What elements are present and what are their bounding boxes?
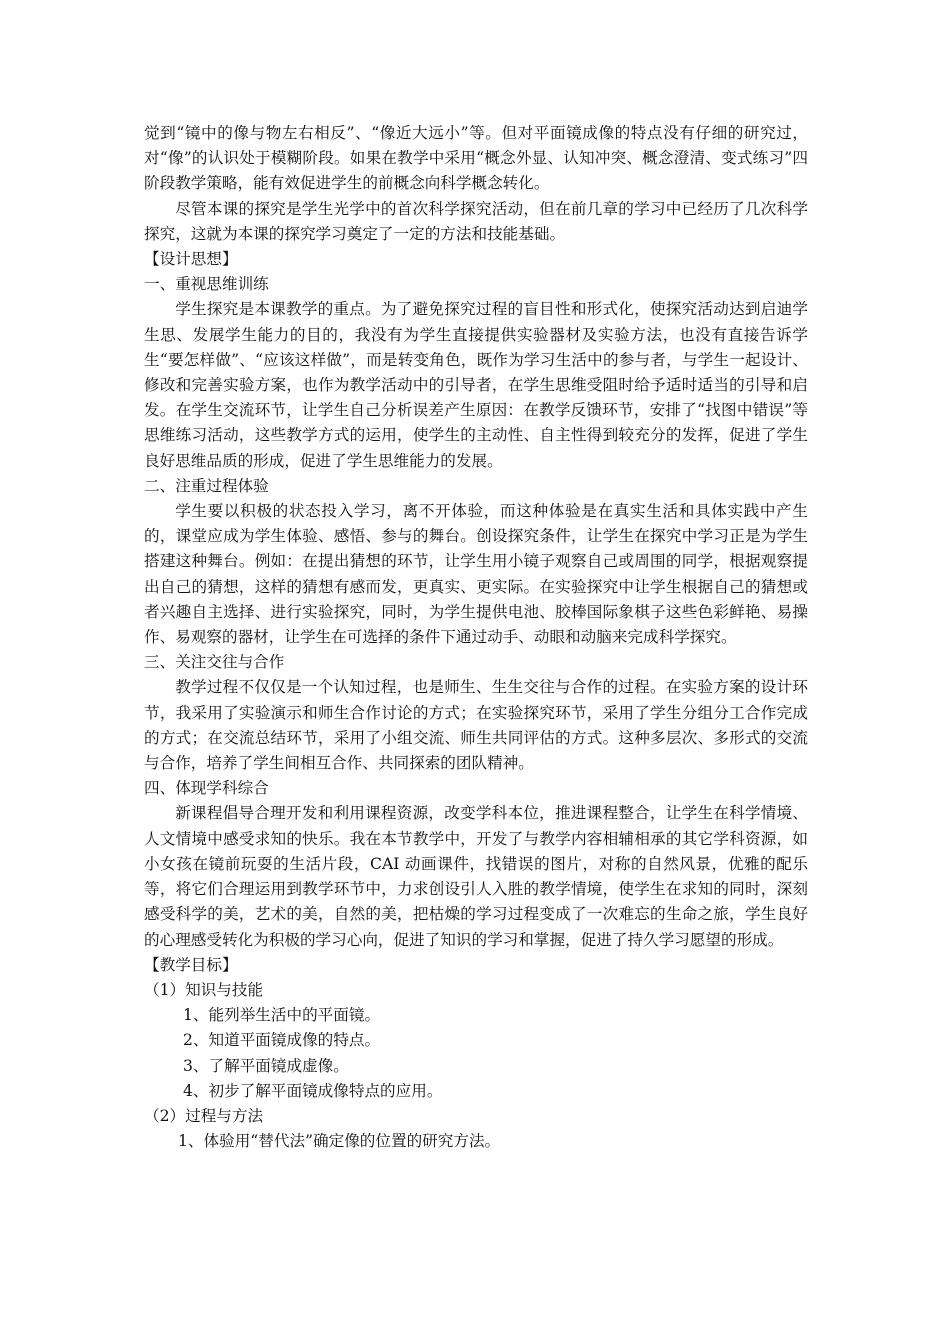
goal-item: 3、了解平面镜成虚像。	[183, 1056, 349, 1075]
subsection-title: 一、重视思维训练	[144, 275, 269, 294]
goal-group-title: （2）过程与方法	[144, 1106, 264, 1125]
paragraph: 学生探究是本课教学的重点。为了避免探究过程的盲目性和形式化，使探究活动达到启迪学生思、发展学生能力的目的，我没有为学生直接提供实验器材及实验方法，也没有直接告诉学生“要怎样做”、“应该这样做”，而是转变角色，既作为学习生活中的参与者，与学生一起设计、修改和完善实验方案，也作为教学活动中的引导者，在学生思维受阻时给予适时适当的引导和启发。在学生交流环节，让学生自己分析误差产生原因：在教学反馈环节，安排了“找图中错误”等思维练习活动，这些教学方式的运用，使学生的主动性、自主性得到较充分的发挥，促进了学生良好思维品质的形成，促进了学生思维能力的发展。	[144, 300, 808, 470]
goal-item: 1、体验用“替代法”确定像的位置的研究方法。	[178, 1132, 501, 1151]
goal-item: 4、初步了解平面镜成像特点的应用。	[183, 1081, 443, 1100]
subsection-title: 四、体现学科综合	[144, 779, 269, 798]
paragraph: 觉到“镜中的像与物左右相反”、“像近大远小”等。但对平面镜成像的特点没有仔细的研究过，对“像”的认识处于模糊阶段。如果在教学中采用“概念外显、认知冲突、概念澄清、变式练习”四阶段教学策略，能有效促进学生的前概念向科学概念转化。	[144, 124, 808, 193]
subsection-title: 二、注重过程体验	[144, 476, 269, 495]
paragraph: 尽管本课的探究是学生光学中的首次科学探究活动，但在前几章的学习中已经历了几次科学探究，这就为本课的探究学习奠定了一定的方法和技能基础。	[144, 199, 808, 243]
section-heading-design: 【设计思想】	[144, 250, 238, 269]
goal-item: 1、能列举生活中的平面镜。	[183, 1006, 381, 1025]
goal-item: 2、知道平面镜成像的特点。	[183, 1031, 381, 1050]
document-body	[144, 121, 808, 1154]
paragraph: 新课程倡导合理开发和利用课程资源，改变学科本位，推进课程整合，让学生在科学情境、人文情境中感受求知的快乐。我在本节教学中，开发了与教学内容相辅相承的其它学科资源，如小女孩在镜前玩耍的生活片段，CAI 动画课件，找错误的图片，对称的自然风景，优雅的配乐等，将它们合理运用到教学环节中，力求创设引人入胜的教学情境，使学生在求知的同时，深刻感受科学的美，艺术的美，自然的美，把枯燥的学习过程变成了一次难忘的生命之旅，学生良好的心理感受转化为积极的学习心向，促进了知识的学习和掌握，促进了持久学习愿望的形成。	[144, 804, 808, 949]
paragraph: 学生要以积极的状态投入学习，离不开体验，而这种体验是在真实生活和具体实践中产生的，课堂应成为学生体验、感悟、参与的舞台。创设探究条件，让学生在探究中学习正是为学生搭建这种舞台。例如：在提出猜想的环节，让学生用小镜子观察自己或周围的同学，根据观察提出自己的猜想，这样的猜想有感而发，更真实、更实际。在实验探究中让学生根据自己的猜想或者兴趣自主选择、进行实验探究，同时，为学生提供电池、胶棒国际象棋子这些色彩鲜艳、易操作、易观察的器材，让学生在可选择的条件下通过动手、动眼和动脑来完成科学探究。	[144, 502, 808, 647]
paragraph: 教学过程不仅仅是一个认知过程，也是师生、生生交往与合作的过程。在实验方案的设计环节，我采用了实验演示和师生合作讨论的方式；在实验探究环节，采用了学生分组分工合作完成的方式；在交流总结环节，采用了小组交流、师生共同评估的方式。这种多层次、多形式的交流与合作，培养了学生间相互合作、共同探索的团队精神。	[144, 678, 808, 773]
section-heading-goals: 【教学目标】	[144, 955, 238, 974]
goal-group-title: （1）知识与技能	[144, 980, 264, 999]
subsection-title: 三、关注交往与合作	[144, 653, 285, 672]
